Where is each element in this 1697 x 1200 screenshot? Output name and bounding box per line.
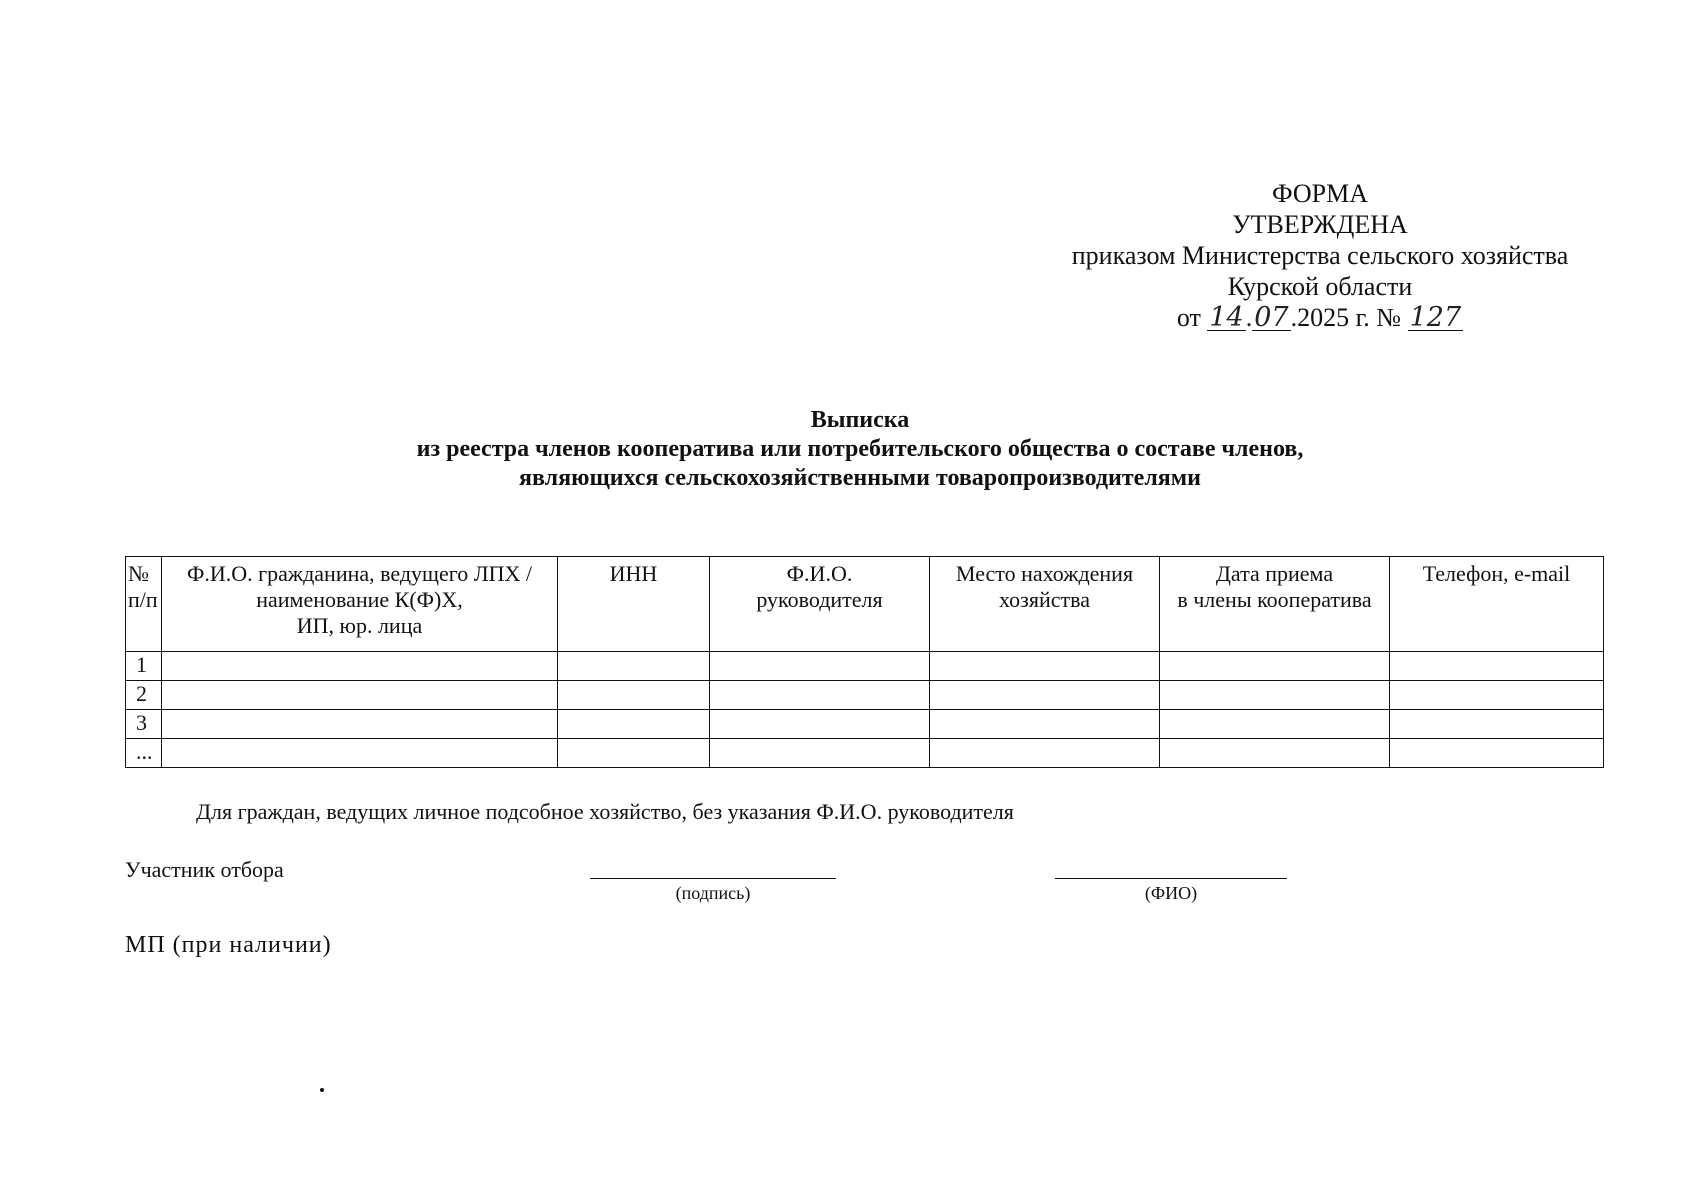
inn-cell[interactable]	[558, 681, 710, 710]
admission-date-cell[interactable]	[1160, 739, 1390, 768]
name-cell[interactable]	[162, 652, 558, 681]
location-cell[interactable]	[930, 710, 1160, 739]
title-line-2: из реестра членов кооператива или потребительского общества о составе членов,	[416, 436, 1304, 462]
manager-cell[interactable]	[710, 681, 930, 710]
inn-cell[interactable]	[558, 710, 710, 739]
admission-date-cell[interactable]	[1160, 681, 1390, 710]
date-year: 2025 г. №	[1297, 303, 1402, 332]
table-row	[126, 739, 1604, 768]
admission-date-cell[interactable]	[1160, 710, 1390, 739]
handwritten-month: 07	[1254, 302, 1289, 333]
date-prefix: от	[1176, 303, 1201, 332]
manager-cell[interactable]	[710, 739, 930, 768]
stamp-placeholder: МП (при наличии)	[125, 932, 332, 958]
name-cell[interactable]	[162, 681, 558, 710]
row-number-cell: ...	[126, 739, 162, 768]
manager-cell[interactable]	[710, 710, 930, 739]
approval-form-label: ФОРМА	[1272, 179, 1368, 208]
row-number-cell: 1	[126, 652, 162, 681]
approval-approved-label: УТВЕРЖДЕНА	[1232, 210, 1408, 239]
row-number-cell: 3	[126, 710, 162, 739]
scan-speck	[320, 1088, 324, 1092]
table-row	[126, 710, 1604, 739]
approval-region-line: Курской области	[1227, 272, 1413, 301]
contact-cell[interactable]	[1390, 681, 1604, 710]
name-cell[interactable]	[162, 739, 558, 768]
handwritten-order-number: 127	[1409, 302, 1462, 333]
approval-ministry-line: приказом Министерства сельского хозяйства	[1071, 241, 1569, 270]
table-row	[126, 681, 1604, 710]
name-cell[interactable]	[162, 710, 558, 739]
inn-cell[interactable]	[558, 739, 710, 768]
title-line-1: Выписка	[810, 407, 910, 433]
location-cell[interactable]	[930, 652, 1160, 681]
participant-label: Участник отбора	[125, 857, 284, 882]
header-location: Место нахождения хозяйства	[930, 557, 1160, 652]
header-inn: ИНН	[558, 557, 710, 652]
header-number: № п/п	[126, 557, 162, 652]
registry-table	[125, 556, 1604, 768]
full-name-caption: (ФИО)	[1144, 883, 1198, 903]
signature-caption: (подпись)	[675, 883, 751, 903]
location-cell[interactable]	[930, 739, 1160, 768]
header-name: Ф.И.О. гражданина, ведущего ЛПХ / наименование К(Ф)Х, ИП, юр. лица	[162, 557, 558, 652]
approval-block	[1010, 178, 1630, 333]
table-footnote: Для граждан, ведущих личное подсобное хозяйство, без указания Ф.И.О. руководителя	[196, 799, 1014, 824]
table-row	[126, 652, 1604, 681]
contact-cell[interactable]	[1390, 739, 1604, 768]
header-manager: Ф.И.О. руководителя	[710, 557, 930, 652]
approval-date-line: от 14.07.2025 г. № 127	[1176, 302, 1462, 333]
handwritten-day: 14	[1209, 302, 1244, 333]
header-admission-date: Дата приема в члены кооператива	[1160, 557, 1390, 652]
inn-cell[interactable]	[558, 652, 710, 681]
signature-line[interactable]	[590, 878, 836, 879]
title-line-3: являющихся сельскохозяйственными товаропроизводителями	[519, 465, 1201, 491]
contact-cell[interactable]	[1390, 652, 1604, 681]
full-name-line[interactable]	[1055, 878, 1287, 879]
document-title	[250, 406, 1470, 493]
row-number-cell: 2	[126, 681, 162, 710]
admission-date-cell[interactable]	[1160, 652, 1390, 681]
table-header-row	[126, 557, 1604, 652]
header-contact: Телефон, e-mail	[1390, 557, 1604, 652]
contact-cell[interactable]	[1390, 710, 1604, 739]
manager-cell[interactable]	[710, 652, 930, 681]
location-cell[interactable]	[930, 681, 1160, 710]
